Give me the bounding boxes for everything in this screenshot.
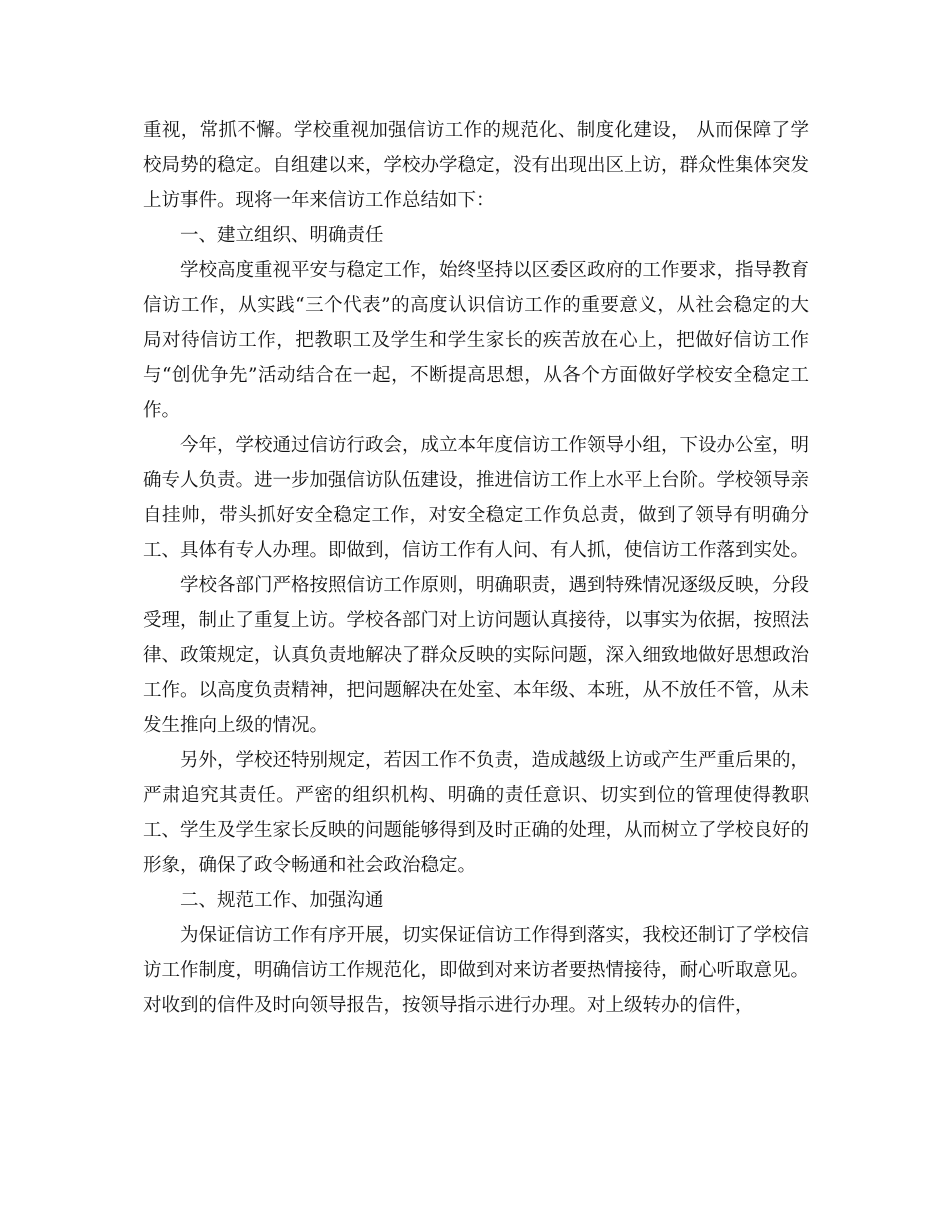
- paragraph-5: 为保证信访工作有序开展，切实保证信访工作得到落实，我校还制订了学校信访工作制度，明确信访工作规范化，即做到对来访者要热情接待，耐心听取意见。对收到的信件及时向领导报告，按领导指示进行办理。对上级转办的信件，: [143, 925, 810, 1016]
- section-heading-2: 二、规范工作、加强沟通: [180, 890, 384, 911]
- paragraph-3: 学校各部门严格按照信访工作原则，明确职责，遇到特殊情况逐级反映，分段受理，制止了重复上访。学校各部门对上访问题认真接待，以事实为依据，按照法律、政策规定，认真负责地解决了群众反映的实际问题，深入细致地做好思想政治工作。以高度负责精神，把问题解决在处室、本年级、本班，从不放任不管，从未发生推向上级的情况。: [143, 575, 810, 736]
- paragraph-4: 另外，学校还特别规定，若因工作不负责，造成越级上访或产生严重后果的，严肃追究其责任。严密的组织机构、明确的责任意识、切实到位的管理使得教职工、学生及学生家长反映的问题能够得到及时正确的处理，从而树立了学校良好的形象，确保了政令畅通和社会政治稳定。: [143, 750, 810, 876]
- paragraph-1: 学校高度重视平安与稳定工作，始终坚持以区委区政府的工作要求，指导教育信访工作，从实践“三个代表”的高度认识信访工作的重要意义，从社会稳定的大局对待信访工作，把教职工及学生和学生家长的疾苦放在心上，把做好信访工作与“创优争先”活动结合在一起，不断提高思想，从各个方面做好学校安全稳定工作。: [143, 260, 810, 421]
- paragraph-2: 今年，学校通过信访行政会，成立本年度信访工作领导小组，下设办公室，明确专人负责。进一步加强信访队伍建设，推进信访工作上水平上台阶。学校领导亲自挂帅，带头抓好安全稳定工作，对安全稳定工作负总责，做到了领导有明确分工、具体有专人办理。即做到，信访工作有人问、有人抓，使信访工作落到实处。: [143, 435, 810, 561]
- section-heading-1: 一、建立组织、明确责任: [180, 225, 384, 246]
- paragraph-intro: 重视，常抓不懈。学校重视加强信访工作的规范化、制度化建设， 从而保障了学校局势的稳定。自组建以来，学校办学稳定，没有出现出区上访，群众性集体突发上访事件。现将一年来信访工作总结如下：: [143, 120, 810, 211]
- document-body: [143, 113, 809, 1023]
